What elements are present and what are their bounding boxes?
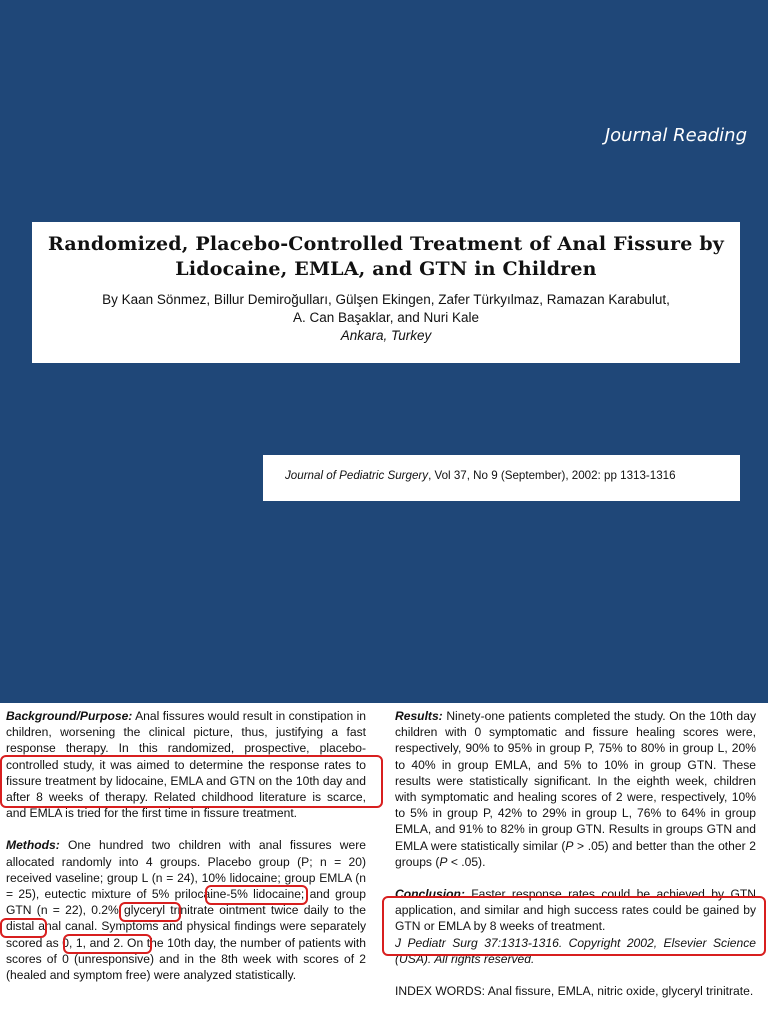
- results-p-value-1: P: [565, 838, 574, 853]
- results-text-b: > .05) and better than the other 2 groups (: [395, 838, 756, 869]
- methods-text: One hundred two children with anal fissures were allocated randomly into 4 groups. Placebo group (P; n = 20) received vaseline; group L (n = 24), 10% lidocaine; group EMLA (n = 25), eutectic mixture of 5% prilocaine-5% lidocaine; and group GTN (n = 22), 0.2% glyceryl trinitrate ointment twice daily to the distal anal canal. Symptoms and physical findings were separately scored as 0, 1, and 2. On the 10th day, the number of patients with scores of 0 (unresponsive) and in the 8th week with scores of 2 (healed and symptom free) were analyzed statistically.: [6, 838, 366, 983]
- authors-line-2: A. Can Başaklar, and Nuri Kale: [292, 310, 480, 325]
- background-label: Background/Purpose:: [6, 709, 133, 723]
- conclusion-label: Conclusion:: [395, 887, 465, 902]
- abstract-left-column: [6, 708, 366, 999]
- results-text-a: Ninety-one patients completed the study. On the 10th day children with 0 symptomatic and fissure healing scores were, respectively, 90% to 95% in group P, 75% to 80% in group L, 20% to 40% in group EMLA, and 5% to 10% in group GTN. These results were statistically significant. In the eighth week, children with symptomatic and healing scores of 2 were, respectively, 10% to 5% in group P, 42% to 29% in group L, 76% to 64% in group EMLA, and 91% to 82% in group GTN. Results in groups GTN and EMLA were statistically similar (: [395, 709, 756, 853]
- title-box: [32, 222, 740, 363]
- abstract-panel: [0, 703, 768, 1024]
- results-paragraph: [395, 708, 756, 870]
- citation-box: [263, 455, 740, 501]
- citation-details: , Vol 37, No 9 (September), 2002: pp 1313-1316: [428, 469, 676, 482]
- highlight-group-emla: [0, 918, 47, 938]
- index-words: INDEX WORDS: Anal fissure, EMLA, nitric oxide, glyceryl trinitrate.: [395, 984, 754, 999]
- conclusion-text: Faster response rates could be achieved by GTN application, and similar and high success rates could be gained by GTN or EMLA by 8 weeks of treatment.: [395, 887, 756, 934]
- highlight-group-l: [119, 902, 181, 922]
- methods-paragraph: [6, 837, 366, 983]
- results-text-c: < .05).: [447, 854, 486, 869]
- paper-title-line-2: Lidocaine, EMLA, and GTN in Children: [175, 258, 597, 280]
- paper-title: [32, 232, 740, 282]
- abstract-right-column: [395, 708, 756, 1015]
- methods-label: Methods:: [6, 838, 60, 853]
- highlight-group-gtn: [63, 934, 152, 954]
- paper-title-line-1: Randomized, Placebo-Controlled Treatment of Anal Fissure by: [47, 233, 725, 255]
- slide-header-label: Journal Reading: [604, 125, 747, 146]
- results-p-value-2: P: [439, 854, 448, 869]
- highlight-conclusion: [382, 896, 766, 956]
- copyright-line: J Pediatr Surg 37:1313-1316. Copyright 2002, Elsevier Science (USA). All rights reserved.: [395, 935, 756, 966]
- citation-journal: Journal of Pediatric Surgery: [285, 469, 429, 482]
- highlight-placebo-group: [205, 885, 308, 905]
- authors-line-1: By Kaan Sönmez, Billur Demiroğulları, Gülşen Ekingen, Zafer Türkyılmaz, Ramazan Karabulut,: [102, 292, 670, 307]
- background-text: Anal fissures would result in constipation in children, worsening the clinical picture, thus, justifying a fast response therapy. In this randomized, prospective, placebo-controlled study, it was aimed to determine the response rates to fissure treatment by lidocaine, EMLA and GTN on the 10th day and after 8 weeks of therapy. Related childhood literature is scarce, and EMLA is tried for the first time in fissure treatment.: [6, 709, 366, 821]
- affiliation: Ankara, Turkey: [340, 328, 432, 343]
- highlight-aim-statement: [0, 755, 383, 808]
- authors: [32, 291, 740, 327]
- results-label: Results:: [395, 709, 443, 723]
